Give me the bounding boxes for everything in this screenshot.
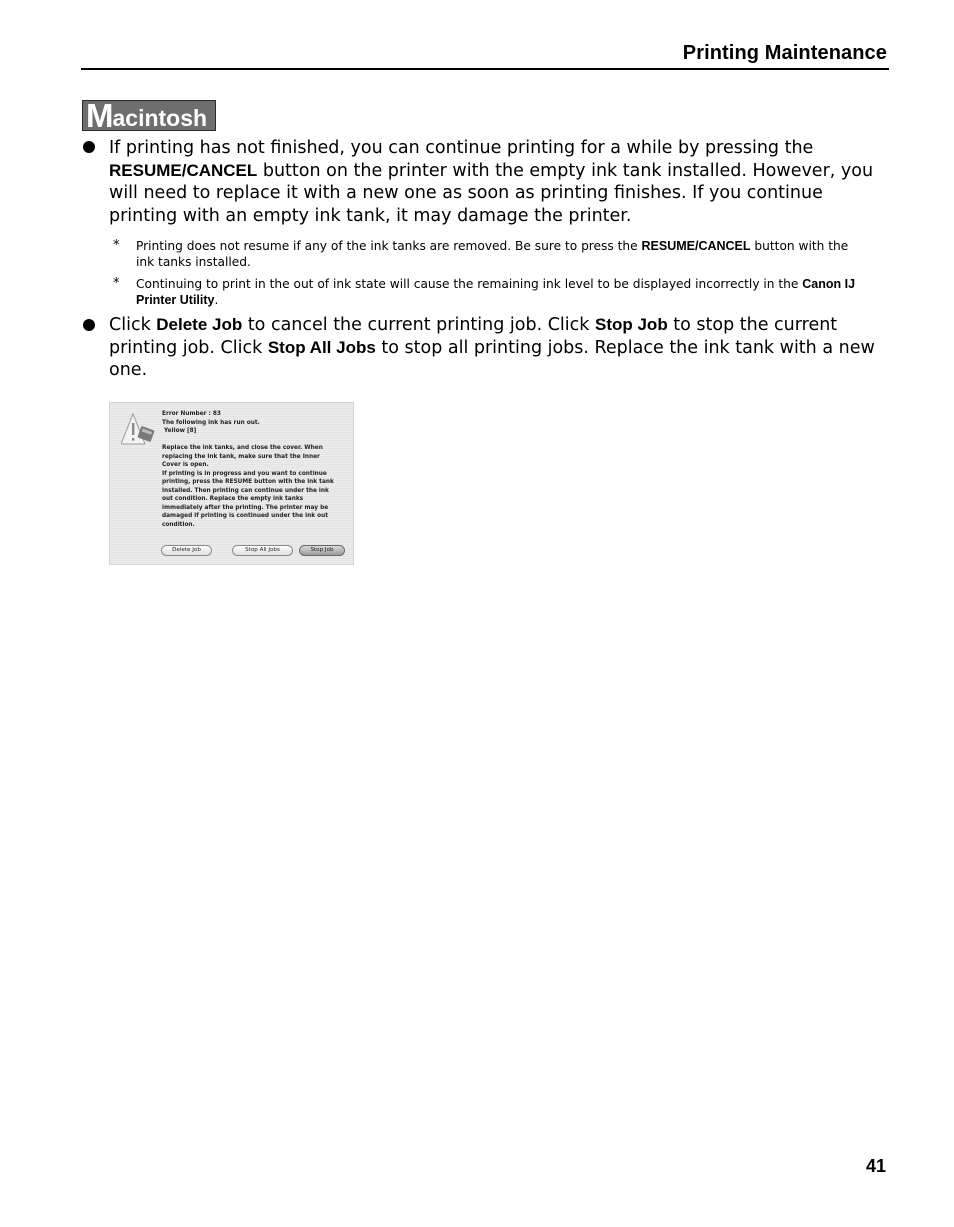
page-number: 41 — [865, 1156, 886, 1176]
badge-initial: M — [86, 97, 113, 134]
bullet1-text: button on the printer with the empty ink tank installed. However, you — [257, 160, 874, 181]
bullet2-line3: one. — [109, 360, 148, 380]
note2-utility-label-2: Printer Utility — [136, 292, 215, 307]
header-title: Printing Maintenance — [682, 42, 887, 64]
bullet1-line1: If printing has not finished, you can continue printing for a while by pressing the — [109, 138, 814, 158]
note1-line1 — [136, 239, 896, 255]
bullet2-line1 — [109, 314, 899, 337]
stop-all-jobs-label: Stop All Jobs — [267, 337, 376, 357]
delete-job-button[interactable]: Delete Job — [161, 545, 212, 556]
bullet2-text-2: to cancel the current printing job. Click — [242, 315, 595, 335]
dialog-gap — [162, 436, 344, 445]
dialog-line: The following ink has run out. — [162, 419, 260, 426]
bullet2-paragraph — [109, 314, 899, 382]
note2-text: Continuing to print in the out of ink state will cause the remaining ink level to be displayed incorrectly in the — [136, 277, 803, 291]
bullet2-text: Click — [109, 315, 157, 335]
dialog-line: Replace the ink tanks, and close the cover. When — [162, 445, 323, 451]
note-marker: * — [113, 276, 120, 291]
note1-text-2: button with the — [750, 239, 849, 253]
bullet2-text-5: to stop all printing jobs. Replace the ink tank with a new — [375, 337, 875, 358]
bullet1-paragraph — [109, 137, 899, 227]
macintosh-badge-label — [86, 97, 208, 134]
dialog-line: out condition. Replace the empty ink tanks — [162, 496, 304, 502]
delete-job-label: Delete Job — [156, 315, 243, 334]
dialog-message — [162, 410, 344, 529]
dialog-line: immediately after the printing. The printer may be — [162, 504, 329, 511]
bullet-dot — [83, 141, 95, 153]
note2-line2 — [136, 293, 896, 309]
note-2 — [136, 277, 896, 308]
badge-rest: acintosh — [112, 105, 208, 131]
bullet2-text-4: printing job. Click — [109, 337, 268, 358]
dialog-line: condition. — [162, 521, 195, 528]
bullet1-line4: printing with an empty ink tank, it may damage the printer. — [109, 205, 632, 226]
note2-period: . — [214, 292, 219, 307]
bullet-dot — [83, 319, 95, 331]
error-dialog-screenshot — [109, 402, 354, 565]
note2-utility-label-1: Canon IJ — [802, 277, 856, 291]
resume-cancel-label: RESUME/CANCEL — [109, 160, 258, 180]
dialog-line: printing, press the RESUME button with the ink tank — [162, 479, 334, 485]
dialog-line: replacing the ink tank, make sure that the Inner — [162, 453, 320, 460]
dialog-line: installed. Then printing can continue under the ink — [162, 487, 329, 494]
stop-job-label: Stop Job — [594, 315, 668, 334]
note1-resume-cancel: RESUME/CANCEL — [641, 239, 751, 253]
stop-all-jobs-button[interactable]: Stop All Jobs — [232, 545, 293, 556]
note-marker: * — [113, 238, 120, 253]
bullet1-line2 — [109, 160, 899, 183]
stop-job-button[interactable]: Stop Job — [299, 545, 345, 556]
bullet1-line3: will need to replace it with a new one as soon as printing finishes. If you continue — [109, 183, 823, 203]
dialog-line: If printing is in progress and you want to continue — [162, 470, 327, 477]
note2-line1 — [136, 277, 896, 293]
page-header — [81, 40, 889, 70]
note1-text: Printing does not resume if any of the ink tanks are removed. Be sure to press the — [136, 239, 642, 253]
note-1 — [136, 239, 896, 270]
warning-icon — [121, 412, 159, 448]
dialog-line: Cover is open. — [162, 462, 209, 468]
bullet2-line2 — [109, 337, 899, 360]
note1-line2: ink tanks installed. — [136, 254, 251, 269]
dialog-line: damaged if printing is continued under the ink out — [162, 513, 329, 519]
bullet2-text-3: to stop the current — [667, 315, 838, 335]
dialog-line: Yellow [8] — [162, 428, 197, 434]
dialog-line: Error Number : 83 — [162, 411, 221, 417]
macintosh-badge — [82, 97, 216, 134]
